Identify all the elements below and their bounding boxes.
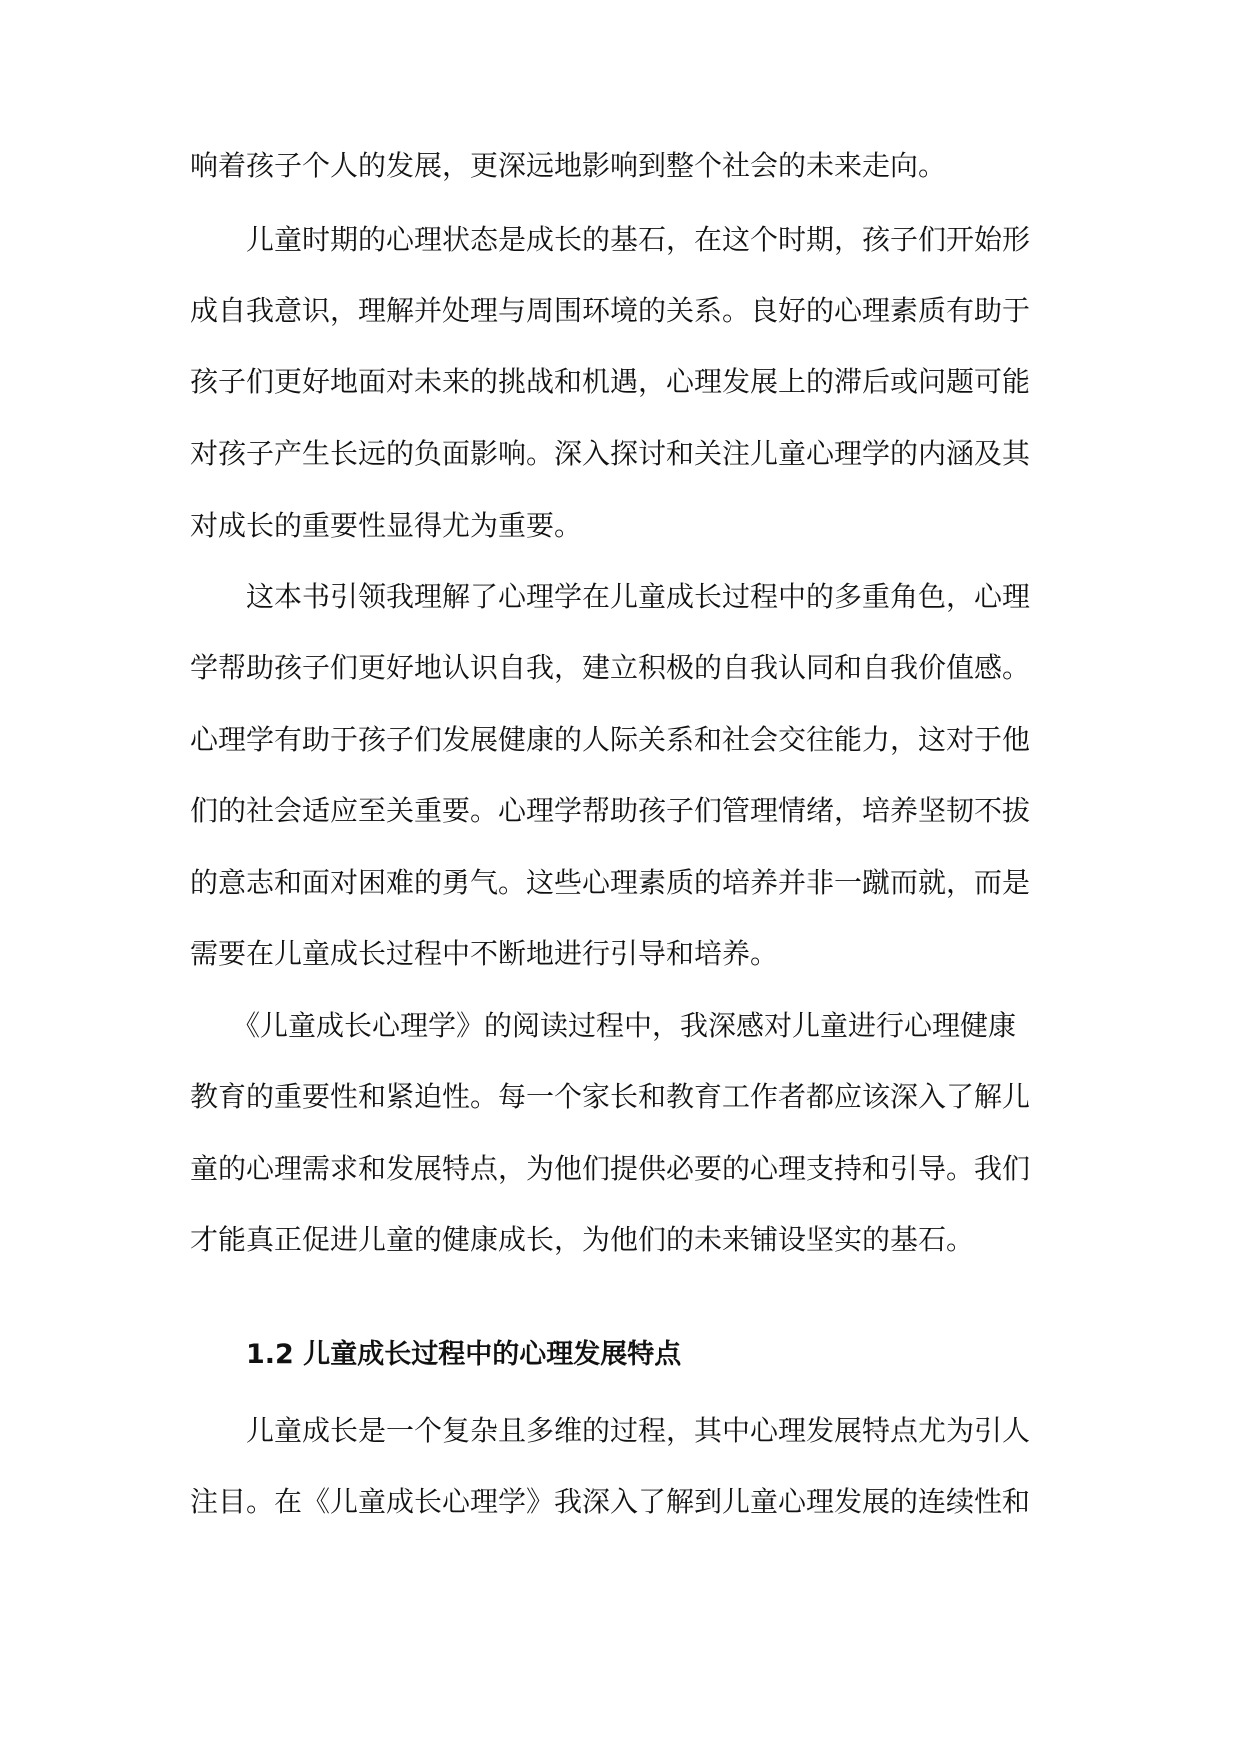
text-line: 学帮助孩子们更好地认识自我，建立积极的自我认同和自我价值感。 [190,651,1031,684]
text-line: 孩子们更好地面对未来的挑战和机遇，心理发展上的滞后或问题可能 [190,365,1031,398]
text-line: 心理学有助于孩子们发展健康的人际关系和社会交往能力，这对于他 [190,723,1031,756]
section-heading: 1.2 儿童成长过程中的心理发展特点 [246,1339,682,1370]
text-line: 对孩子产生长远的负面影响。深入探讨和关注儿童心理学的内涵及其 [190,437,1031,470]
text-line: 这本书引领我理解了心理学在儿童成长过程中的多重角色，心理 [190,580,1031,613]
text-line: 儿童成长是一个复杂且多维的过程，其中心理发展特点尤为引人 [190,1414,1031,1447]
text-line: 响着孩子个人的发展，更深远地影响到整个社会的未来走向。 [190,149,947,182]
text-line: 注目。在《儿童成长心理学》我深入了解到儿童心理发展的连续性和 [190,1485,1031,1518]
text-line: 需要在儿童成长过程中不断地进行引导和培养。 [190,937,779,970]
text-line: 才能真正促进儿童的健康成长，为他们的未来铺设坚实的基石。 [190,1223,975,1256]
text-line: 儿童时期的心理状态是成长的基石，在这个时期，孩子们开始形 [190,223,1031,256]
text-line: 童的心理需求和发展特点，为他们提供必要的心理支持和引导。我们 [190,1152,1031,1185]
text-line: 们的社会适应至关重要。心理学帮助孩子们管理情绪，培养坚韧不拔 [190,794,1031,827]
text-line: 的意志和面对困难的勇气。这些心理素质的培养并非一蹴而就，而是 [190,866,1031,899]
text-line: 成自我意识，理解并处理与周围环境的关系。良好的心理素质有助于 [190,294,1031,327]
text-line: 对成长的重要性显得尤为重要。 [190,509,583,542]
text-line: 《儿童成长心理学》的阅读过程中，我深感对儿童进行心理健康 [190,1009,1017,1042]
text-line: 教育的重要性和紧迫性。每一个家长和教育工作者都应该深入了解儿 [190,1080,1031,1113]
